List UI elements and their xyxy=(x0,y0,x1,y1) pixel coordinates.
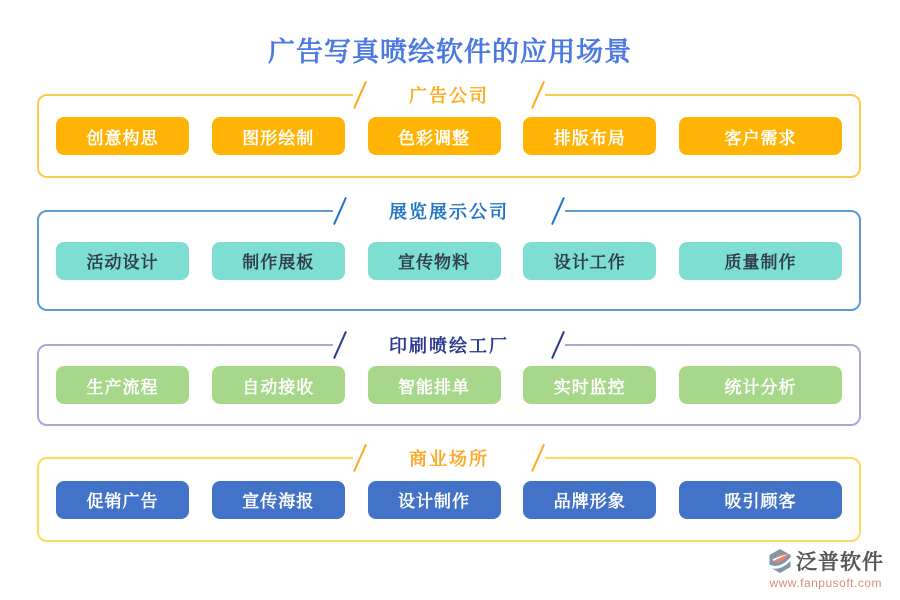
section-exhibition-company xyxy=(37,202,861,311)
brand-website: www.fanpusoft.com xyxy=(769,576,882,590)
brand-name: 泛普软件 xyxy=(796,551,884,574)
section-title: 商业场所 xyxy=(409,449,489,469)
feature-chip[interactable]: 统计分析 xyxy=(679,366,842,404)
feature-chip[interactable]: 排版布局 xyxy=(523,117,656,155)
section-title: 展览展示公司 xyxy=(389,202,509,222)
feature-chip[interactable]: 生产流程 xyxy=(56,366,189,404)
feature-chip[interactable]: 宣传物料 xyxy=(368,242,501,280)
section-commercial-places xyxy=(37,449,861,542)
fanpu-logo-icon xyxy=(768,548,792,574)
feature-chip[interactable]: 品牌形象 xyxy=(523,481,656,519)
feature-chip[interactable]: 色彩调整 xyxy=(368,117,501,155)
feature-chip[interactable]: 活动设计 xyxy=(56,242,189,280)
feature-chip[interactable]: 自动接收 xyxy=(212,366,345,404)
section-printing-factory xyxy=(37,336,861,426)
feature-chip[interactable]: 客户需求 xyxy=(679,117,842,155)
feature-chip[interactable]: 宣传海报 xyxy=(212,481,345,519)
brand-row xyxy=(768,546,884,576)
brand-footer xyxy=(768,546,884,590)
section-advertising-company xyxy=(37,86,861,178)
feature-row xyxy=(39,212,859,309)
feature-chip[interactable]: 设计工作 xyxy=(523,242,656,280)
feature-chip[interactable]: 吸引顾客 xyxy=(679,481,842,519)
page-title: 广告写真喷绘软件的应用场景 xyxy=(268,37,632,67)
feature-chip[interactable]: 制作展板 xyxy=(212,242,345,280)
feature-chip[interactable]: 促销广告 xyxy=(56,481,189,519)
feature-row xyxy=(39,346,859,424)
feature-chip[interactable]: 实时监控 xyxy=(523,366,656,404)
feature-chip[interactable]: 图形绘制 xyxy=(212,117,345,155)
feature-chip[interactable]: 质量制作 xyxy=(679,242,842,280)
feature-row xyxy=(39,459,859,540)
feature-chip[interactable]: 设计制作 xyxy=(368,481,501,519)
feature-row xyxy=(39,96,859,176)
section-title: 印刷喷绘工厂 xyxy=(389,336,509,356)
feature-chip[interactable]: 创意构思 xyxy=(56,117,189,155)
section-title: 广告公司 xyxy=(409,86,489,106)
feature-chip[interactable]: 智能排单 xyxy=(368,366,501,404)
